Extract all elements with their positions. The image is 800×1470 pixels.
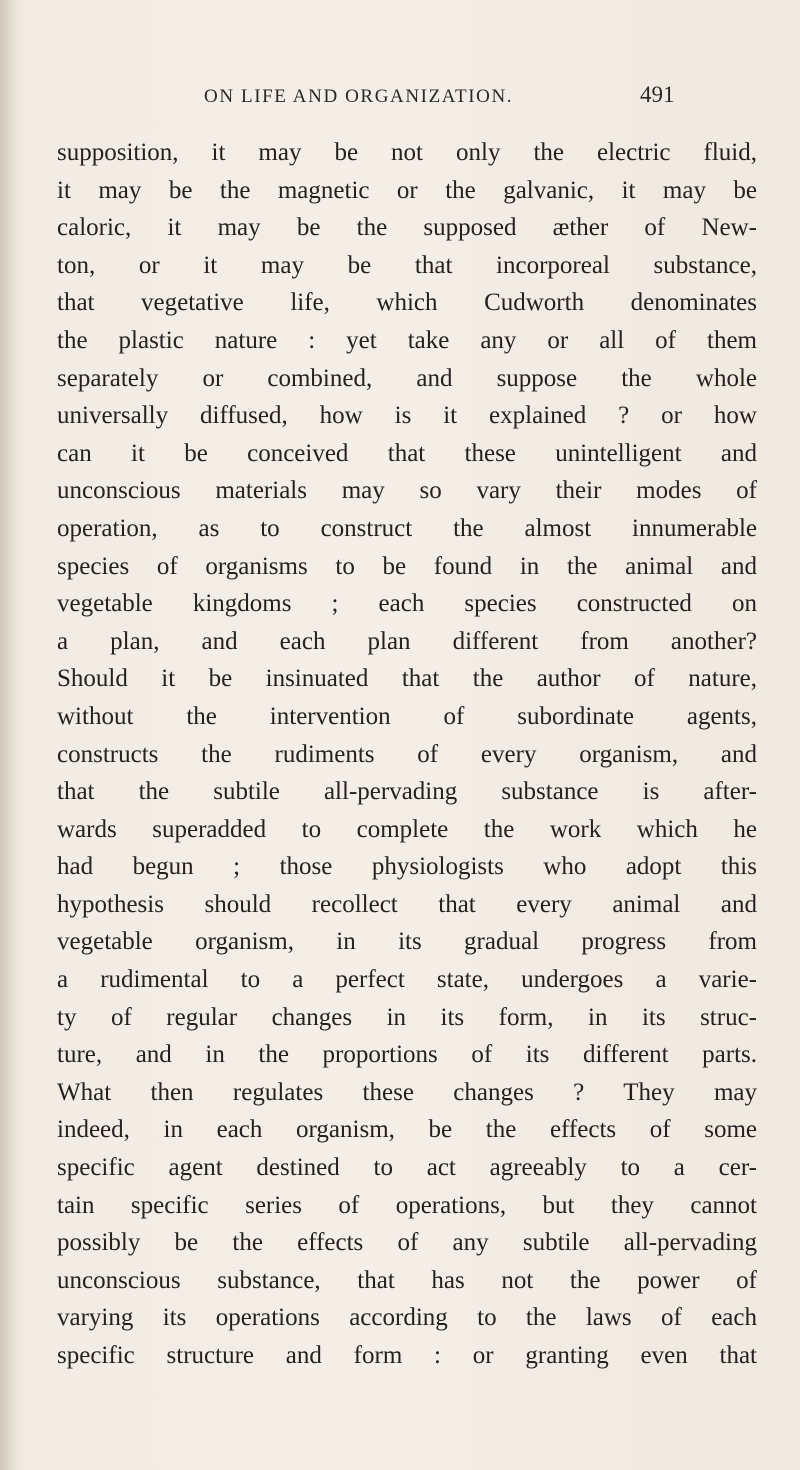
text-line: varying its operations according to the laws of each — [57, 1304, 757, 1332]
text-line: can it be conceived that these unintelligent and — [57, 439, 757, 467]
text-line: a rudimental to a perfect state, undergoes a varie- — [57, 966, 757, 994]
text-line: indeed, in each organism, be the effects of some — [57, 1116, 757, 1144]
text-line: universally diffused, how is it explained ? or how — [57, 402, 757, 430]
running-head: ON LIFE AND ORGANIZATION. — [204, 86, 514, 107]
text-line: that vegetative life, which Cudworth denominates — [57, 289, 757, 317]
text-line: vegetable kingdoms ; each species constructed on — [57, 590, 757, 618]
text-line: vegetable organism, in its gradual progress from — [57, 928, 757, 956]
text-line: had begun ; those physiologists who adopt this — [57, 853, 757, 881]
text-line: hypothesis should recollect that every animal and — [57, 890, 757, 918]
text-line: unconscious substance, that has not the power of — [57, 1266, 757, 1294]
text-line: supposition, it may be not only the electric fluid, — [57, 139, 757, 166]
text-line: specific structure and form : or granting even that — [57, 1342, 757, 1369]
text-line: ty of regular changes in its form, in its struc- — [57, 1003, 757, 1031]
body-text — [57, 134, 757, 1375]
page-number: 491 — [640, 82, 675, 107]
text-line: tain specific series of operations, but they cannot — [57, 1191, 757, 1219]
text-line: possibly be the effects of any subtile all-pervading — [57, 1229, 757, 1257]
text-line: What then regulates these changes ? They may — [57, 1078, 757, 1106]
text-line: that the subtile all-pervading substance is after- — [57, 778, 757, 806]
text-line: the plastic nature : yet take any or all of them — [57, 326, 757, 354]
text-line: it may be the magnetic or the galvanic, it may be — [57, 176, 757, 204]
text-line: Should it be insinuated that the author of nature, — [57, 665, 757, 693]
text-line: separately or combined, and suppose the whole — [57, 364, 757, 392]
text-line: without the intervention of subordinate agents, — [57, 702, 757, 730]
text-line: wards superadded to complete the work which he — [57, 815, 757, 843]
text-line: unconscious materials may so vary their modes of — [57, 477, 757, 505]
text-line: constructs the rudiments of every organism, and — [57, 740, 757, 768]
text-line: species of organisms to be found in the animal and — [57, 552, 757, 580]
text-line: operation, as to construct the almost innumerable — [57, 514, 757, 542]
text-line: caloric, it may be the supposed æther of New- — [57, 214, 757, 242]
text-line: ture, and in the proportions of its different parts. — [57, 1041, 757, 1069]
text-line: specific agent destined to act agreeably to a cer- — [57, 1154, 757, 1182]
text-line: a plan, and each plan different from another? — [57, 627, 757, 655]
text-line: ton, or it may be that incorporeal substance, — [57, 251, 757, 279]
page-gutter-shadow — [0, 0, 18, 1470]
